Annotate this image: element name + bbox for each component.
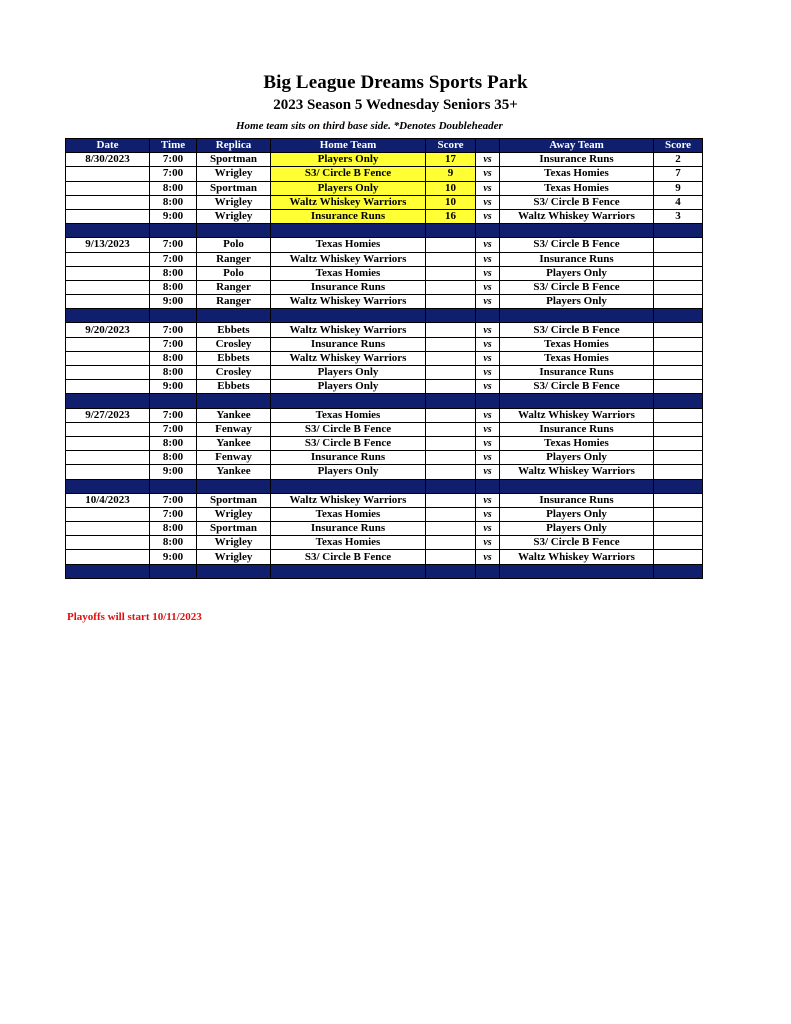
header-row — [66, 139, 703, 153]
date-cell — [66, 436, 150, 450]
table-row — [66, 181, 703, 195]
date-cell — [66, 522, 150, 536]
time-cell: 8:00 — [150, 351, 197, 365]
away-score-cell — [654, 493, 703, 507]
col-time-header: Time — [150, 139, 197, 153]
table-row — [66, 280, 703, 294]
away-score-cell — [654, 436, 703, 450]
home-team-cell: Players Only — [271, 380, 426, 394]
home-team-cell: Waltz Whiskey Warriors — [271, 323, 426, 337]
table-row — [66, 252, 703, 266]
date-cell — [66, 507, 150, 521]
vs-cell: vs — [476, 422, 500, 436]
separator-cell — [654, 309, 703, 323]
table-row — [66, 209, 703, 223]
vs-cell: vs — [476, 323, 500, 337]
date-cell: 8/30/2023 — [66, 153, 150, 167]
table-row — [66, 167, 703, 181]
home-team-cell: Texas Homies — [271, 507, 426, 521]
home-score-cell: 17 — [426, 153, 476, 167]
vs-cell: vs — [476, 153, 500, 167]
table-row — [66, 295, 703, 309]
vs-cell: vs — [476, 522, 500, 536]
replica-cell: Wrigley — [197, 195, 271, 209]
away-team-cell: Texas Homies — [500, 181, 654, 195]
time-cell: 8:00 — [150, 280, 197, 294]
replica-cell: Ebbets — [197, 380, 271, 394]
time-cell: 7:00 — [150, 422, 197, 436]
vs-cell: vs — [476, 550, 500, 564]
time-cell: 7:00 — [150, 238, 197, 252]
vs-cell: vs — [476, 366, 500, 380]
table-row — [66, 436, 703, 450]
table-row — [66, 380, 703, 394]
home-team-cell: Insurance Runs — [271, 280, 426, 294]
date-cell — [66, 195, 150, 209]
away-score-cell — [654, 280, 703, 294]
vs-cell: vs — [476, 266, 500, 280]
col-away-team-header: Away Team — [500, 139, 654, 153]
home-team-cell: Players Only — [271, 181, 426, 195]
week-separator-row — [66, 479, 703, 493]
replica-cell: Ranger — [197, 252, 271, 266]
vs-cell: vs — [476, 337, 500, 351]
date-cell — [66, 167, 150, 181]
date-cell — [66, 451, 150, 465]
date-cell — [66, 181, 150, 195]
table-row — [66, 153, 703, 167]
separator-cell — [271, 309, 426, 323]
replica-cell: Wrigley — [197, 209, 271, 223]
separator-cell — [426, 309, 476, 323]
separator-cell — [197, 224, 271, 238]
separator-cell — [654, 394, 703, 408]
away-score-cell: 4 — [654, 195, 703, 209]
table-row — [66, 323, 703, 337]
away-team-cell: Waltz Whiskey Warriors — [500, 550, 654, 564]
separator-cell — [197, 394, 271, 408]
date-cell — [66, 252, 150, 266]
page-subtitle: 2023 Season 5 Wednesday Seniors 35+ — [273, 97, 518, 113]
date-cell — [66, 422, 150, 436]
col-away-score-header: Score — [654, 139, 703, 153]
separator-cell — [426, 479, 476, 493]
replica-cell: Sportman — [197, 181, 271, 195]
vs-cell: vs — [476, 536, 500, 550]
home-team-cell: Insurance Runs — [271, 451, 426, 465]
replica-cell: Wrigley — [197, 167, 271, 181]
replica-cell: Sportman — [197, 493, 271, 507]
away-score-cell — [654, 465, 703, 479]
replica-cell: Yankee — [197, 408, 271, 422]
separator-cell — [476, 394, 500, 408]
home-score-cell — [426, 280, 476, 294]
vs-cell: vs — [476, 507, 500, 521]
away-score-cell — [654, 380, 703, 394]
week-separator-row — [66, 309, 703, 323]
away-team-cell: S3/ Circle B Fence — [500, 380, 654, 394]
away-score-cell — [654, 507, 703, 521]
away-team-cell: Insurance Runs — [500, 493, 654, 507]
away-score-cell — [654, 351, 703, 365]
time-cell: 8:00 — [150, 536, 197, 550]
away-score-cell: 2 — [654, 153, 703, 167]
time-cell: 7:00 — [150, 507, 197, 521]
table-row — [66, 195, 703, 209]
away-score-cell: 9 — [654, 181, 703, 195]
replica-cell: Crosley — [197, 366, 271, 380]
away-team-cell: Players Only — [500, 295, 654, 309]
away-score-cell — [654, 238, 703, 252]
vs-cell: vs — [476, 181, 500, 195]
home-score-cell — [426, 408, 476, 422]
home-team-cell: S3/ Circle B Fence — [271, 167, 426, 181]
col-vs-header — [476, 139, 500, 153]
time-cell: 9:00 — [150, 209, 197, 223]
date-cell: 10/4/2023 — [66, 493, 150, 507]
home-team-cell: Texas Homies — [271, 266, 426, 280]
separator-cell — [500, 309, 654, 323]
week-separator-row — [66, 394, 703, 408]
home-score-cell — [426, 550, 476, 564]
col-replica-header: Replica — [197, 139, 271, 153]
home-score-cell — [426, 238, 476, 252]
home-team-cell: Texas Homies — [271, 238, 426, 252]
vs-cell: vs — [476, 436, 500, 450]
away-team-cell: Waltz Whiskey Warriors — [500, 465, 654, 479]
table-row — [66, 493, 703, 507]
separator-cell — [654, 224, 703, 238]
time-cell: 8:00 — [150, 195, 197, 209]
away-team-cell: Insurance Runs — [500, 422, 654, 436]
away-score-cell: 7 — [654, 167, 703, 181]
time-cell: 7:00 — [150, 252, 197, 266]
table-row — [66, 550, 703, 564]
home-team-cell: Waltz Whiskey Warriors — [271, 252, 426, 266]
table-row — [66, 422, 703, 436]
date-cell — [66, 380, 150, 394]
separator-cell — [426, 394, 476, 408]
time-cell: 8:00 — [150, 266, 197, 280]
table-row — [66, 266, 703, 280]
date-cell — [66, 209, 150, 223]
away-score-cell — [654, 451, 703, 465]
home-score-cell: 10 — [426, 195, 476, 209]
vs-cell: vs — [476, 295, 500, 309]
time-cell: 9:00 — [150, 295, 197, 309]
schedule-note: Home team sits on third base side. *Denotes Doubleheader — [236, 120, 503, 132]
date-cell: 9/20/2023 — [66, 323, 150, 337]
date-cell — [66, 550, 150, 564]
date-cell — [66, 266, 150, 280]
table-row — [66, 465, 703, 479]
home-team-cell: Players Only — [271, 465, 426, 479]
home-score-cell — [426, 295, 476, 309]
replica-cell: Ebbets — [197, 323, 271, 337]
table-row — [66, 408, 703, 422]
replica-cell: Crosley — [197, 337, 271, 351]
home-score-cell: 10 — [426, 181, 476, 195]
away-score-cell — [654, 536, 703, 550]
replica-cell: Ebbets — [197, 351, 271, 365]
home-team-cell: Waltz Whiskey Warriors — [271, 295, 426, 309]
separator-cell — [271, 224, 426, 238]
date-cell — [66, 337, 150, 351]
home-team-cell: Waltz Whiskey Warriors — [271, 195, 426, 209]
separator-cell — [476, 309, 500, 323]
home-team-cell: Waltz Whiskey Warriors — [271, 351, 426, 365]
vs-cell: vs — [476, 493, 500, 507]
playoffs-note: Playoffs will start 10/11/2023 — [67, 611, 202, 623]
time-cell: 9:00 — [150, 465, 197, 479]
time-cell: 9:00 — [150, 380, 197, 394]
home-score-cell — [426, 451, 476, 465]
table-row — [66, 337, 703, 351]
away-team-cell: Texas Homies — [500, 167, 654, 181]
separator-cell — [476, 564, 500, 578]
vs-cell: vs — [476, 380, 500, 394]
schedule-table — [65, 138, 703, 579]
away-team-cell: Insurance Runs — [500, 366, 654, 380]
separator-cell — [500, 394, 654, 408]
table-row — [66, 351, 703, 365]
away-team-cell: Players Only — [500, 451, 654, 465]
away-score-cell — [654, 252, 703, 266]
separator-cell — [150, 564, 197, 578]
replica-cell: Polo — [197, 238, 271, 252]
home-score-cell — [426, 536, 476, 550]
replica-cell: Ranger — [197, 280, 271, 294]
home-score-cell — [426, 422, 476, 436]
table-row — [66, 451, 703, 465]
date-cell — [66, 295, 150, 309]
home-team-cell: S3/ Circle B Fence — [271, 422, 426, 436]
home-score-cell — [426, 266, 476, 280]
table-row — [66, 238, 703, 252]
vs-cell: vs — [476, 280, 500, 294]
home-score-cell — [426, 351, 476, 365]
separator-cell — [476, 479, 500, 493]
away-score-cell — [654, 522, 703, 536]
home-team-cell: Insurance Runs — [271, 522, 426, 536]
away-score-cell — [654, 323, 703, 337]
home-score-cell — [426, 323, 476, 337]
away-team-cell: Waltz Whiskey Warriors — [500, 209, 654, 223]
separator-cell — [426, 224, 476, 238]
home-score-cell — [426, 436, 476, 450]
separator-cell — [66, 564, 150, 578]
schedule-body — [66, 153, 703, 579]
separator-cell — [476, 224, 500, 238]
separator-cell — [197, 309, 271, 323]
vs-cell: vs — [476, 351, 500, 365]
away-team-cell: Players Only — [500, 522, 654, 536]
separator-cell — [426, 564, 476, 578]
separator-cell — [654, 564, 703, 578]
col-home-score-header: Score — [426, 139, 476, 153]
table-row — [66, 366, 703, 380]
separator-cell — [500, 564, 654, 578]
separator-cell — [150, 224, 197, 238]
time-cell: 8:00 — [150, 181, 197, 195]
home-team-cell: S3/ Circle B Fence — [271, 436, 426, 450]
away-team-cell: Texas Homies — [500, 351, 654, 365]
separator-cell — [271, 479, 426, 493]
away-score-cell — [654, 337, 703, 351]
home-score-cell — [426, 380, 476, 394]
table-row — [66, 536, 703, 550]
home-score-cell — [426, 366, 476, 380]
replica-cell: Wrigley — [197, 536, 271, 550]
home-score-cell — [426, 465, 476, 479]
vs-cell: vs — [476, 195, 500, 209]
replica-cell: Wrigley — [197, 507, 271, 521]
away-team-cell: S3/ Circle B Fence — [500, 280, 654, 294]
away-score-cell — [654, 422, 703, 436]
time-cell: 8:00 — [150, 451, 197, 465]
time-cell: 8:00 — [150, 436, 197, 450]
separator-cell — [654, 479, 703, 493]
table-row — [66, 507, 703, 521]
away-team-cell: Insurance Runs — [500, 153, 654, 167]
date-cell: 9/13/2023 — [66, 238, 150, 252]
time-cell: 7:00 — [150, 167, 197, 181]
page-title: Big League Dreams Sports Park — [263, 72, 528, 93]
time-cell: 7:00 — [150, 337, 197, 351]
home-score-cell: 16 — [426, 209, 476, 223]
date-cell — [66, 280, 150, 294]
home-team-cell: Players Only — [271, 153, 426, 167]
away-team-cell: S3/ Circle B Fence — [500, 195, 654, 209]
vs-cell: vs — [476, 451, 500, 465]
home-score-cell — [426, 252, 476, 266]
away-team-cell: S3/ Circle B Fence — [500, 238, 654, 252]
vs-cell: vs — [476, 167, 500, 181]
away-team-cell: S3/ Circle B Fence — [500, 536, 654, 550]
replica-cell: Fenway — [197, 451, 271, 465]
separator-cell — [66, 394, 150, 408]
away-team-cell: Waltz Whiskey Warriors — [500, 408, 654, 422]
home-score-cell — [426, 493, 476, 507]
time-cell: 8:00 — [150, 366, 197, 380]
separator-cell — [197, 564, 271, 578]
away-score-cell — [654, 295, 703, 309]
away-team-cell: Players Only — [500, 266, 654, 280]
date-cell — [66, 536, 150, 550]
away-team-cell: Insurance Runs — [500, 252, 654, 266]
home-team-cell: S3/ Circle B Fence — [271, 550, 426, 564]
separator-cell — [66, 479, 150, 493]
vs-cell: vs — [476, 408, 500, 422]
away-team-cell: Players Only — [500, 507, 654, 521]
home-team-cell: Texas Homies — [271, 408, 426, 422]
away-score-cell — [654, 266, 703, 280]
separator-cell — [500, 224, 654, 238]
time-cell: 7:00 — [150, 153, 197, 167]
away-score-cell: 3 — [654, 209, 703, 223]
date-cell — [66, 366, 150, 380]
away-team-cell: S3/ Circle B Fence — [500, 323, 654, 337]
away-score-cell — [654, 408, 703, 422]
week-separator-row — [66, 564, 703, 578]
away-team-cell: Texas Homies — [500, 436, 654, 450]
separator-cell — [150, 394, 197, 408]
replica-cell: Ranger — [197, 295, 271, 309]
replica-cell: Polo — [197, 266, 271, 280]
date-cell — [66, 465, 150, 479]
away-score-cell — [654, 550, 703, 564]
time-cell: 9:00 — [150, 550, 197, 564]
separator-cell — [66, 309, 150, 323]
home-team-cell: Players Only — [271, 366, 426, 380]
separator-cell — [271, 394, 426, 408]
home-team-cell: Insurance Runs — [271, 337, 426, 351]
replica-cell: Yankee — [197, 465, 271, 479]
vs-cell: vs — [476, 209, 500, 223]
replica-cell: Sportman — [197, 522, 271, 536]
separator-cell — [271, 564, 426, 578]
col-date-header: Date — [66, 139, 150, 153]
home-score-cell — [426, 337, 476, 351]
home-team-cell: Texas Homies — [271, 536, 426, 550]
replica-cell: Fenway — [197, 422, 271, 436]
home-team-cell: Waltz Whiskey Warriors — [271, 493, 426, 507]
replica-cell: Yankee — [197, 436, 271, 450]
vs-cell: vs — [476, 238, 500, 252]
home-score-cell — [426, 507, 476, 521]
date-cell — [66, 351, 150, 365]
separator-cell — [150, 309, 197, 323]
vs-cell: vs — [476, 252, 500, 266]
away-team-cell: Texas Homies — [500, 337, 654, 351]
time-cell: 7:00 — [150, 493, 197, 507]
home-team-cell: Insurance Runs — [271, 209, 426, 223]
time-cell: 8:00 — [150, 522, 197, 536]
separator-cell — [197, 479, 271, 493]
away-score-cell — [654, 366, 703, 380]
week-separator-row — [66, 224, 703, 238]
table-row — [66, 522, 703, 536]
replica-cell: Sportman — [197, 153, 271, 167]
separator-cell — [150, 479, 197, 493]
col-home-team-header: Home Team — [271, 139, 426, 153]
time-cell: 7:00 — [150, 408, 197, 422]
time-cell: 7:00 — [150, 323, 197, 337]
replica-cell: Wrigley — [197, 550, 271, 564]
home-score-cell — [426, 522, 476, 536]
separator-cell — [66, 224, 150, 238]
vs-cell: vs — [476, 465, 500, 479]
home-score-cell: 9 — [426, 167, 476, 181]
date-cell: 9/27/2023 — [66, 408, 150, 422]
separator-cell — [500, 479, 654, 493]
